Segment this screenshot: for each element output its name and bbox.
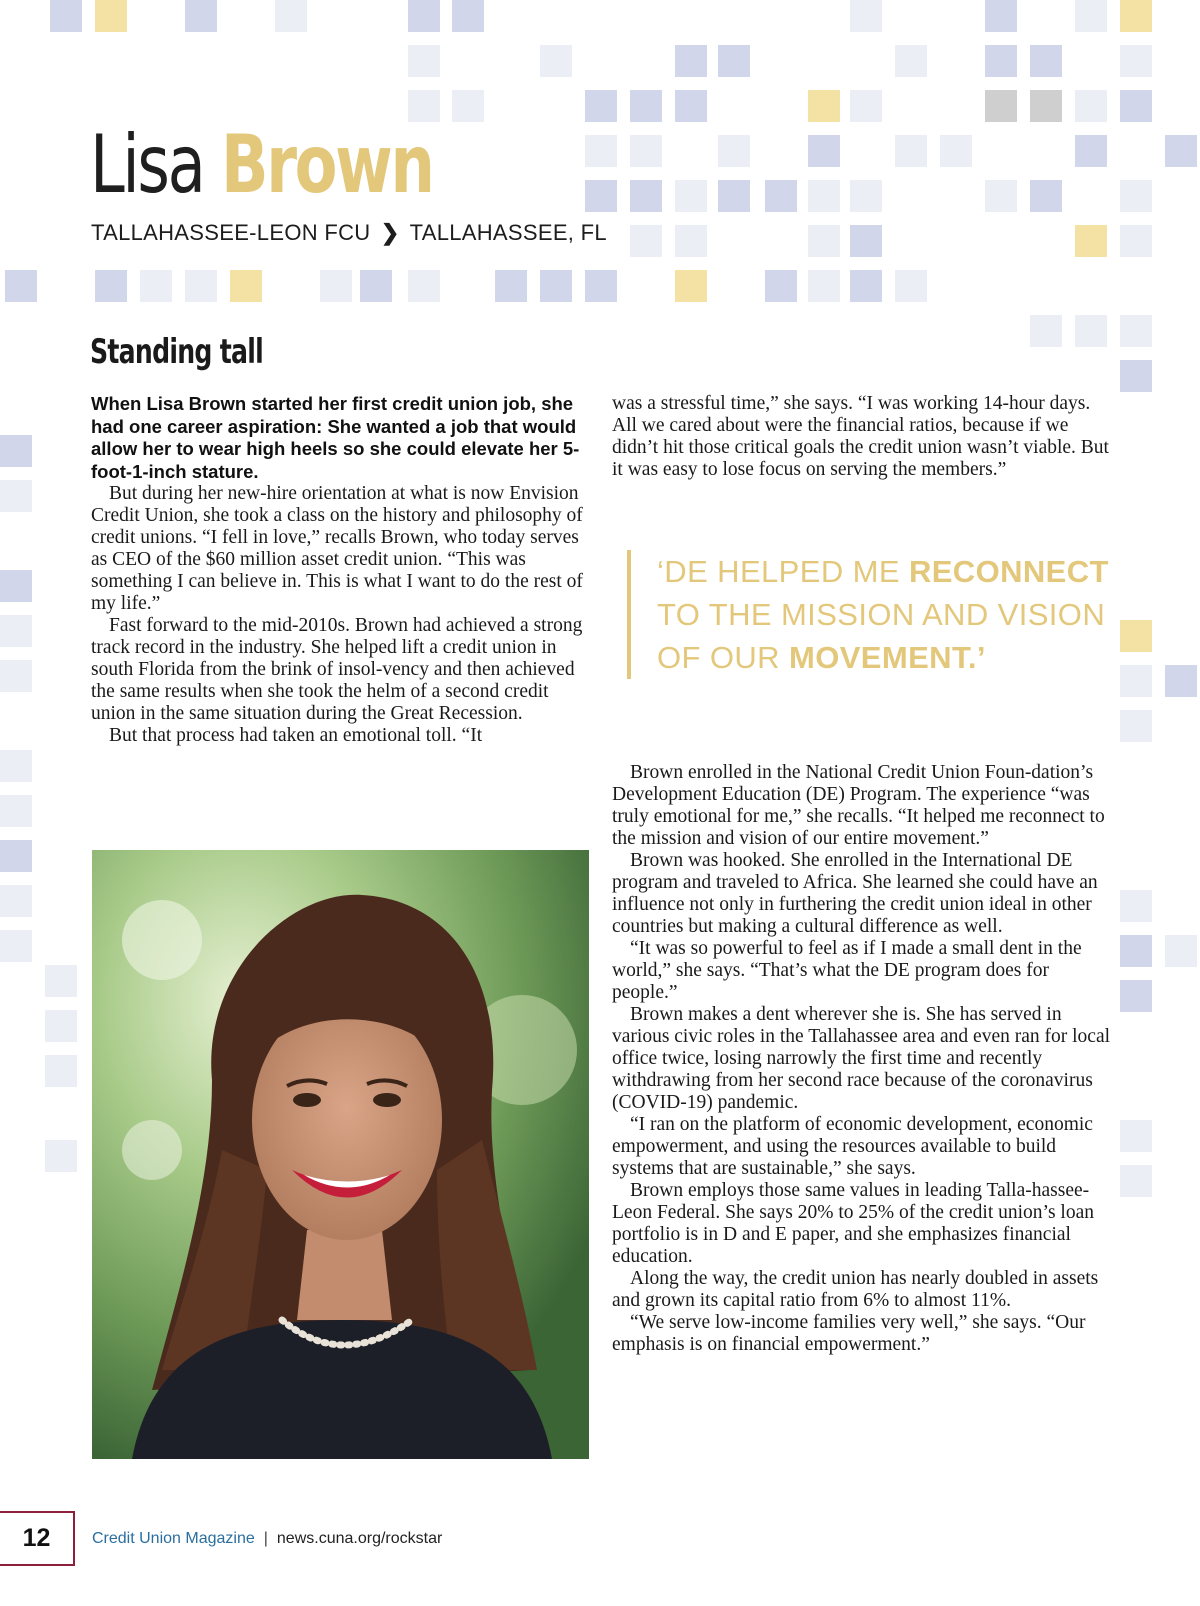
portrait-illustration [92, 850, 589, 1459]
pull-quote-text: ‘DE HELPED ME [657, 554, 909, 589]
article-lead: When Lisa Brown started her first credit union job, she had one career aspiration: She wanted a job that would allow her to wear high heels so she could elevate her 5-foot-1-inch stature. [91, 393, 580, 482]
article-paragraph: Brown makes a dent wherever she is. She has served in various civic roles in the Tallahassee area and even ran for local office twice, losing narrowly the first time and recently withdrawing from her second race because of the coronavirus (COVID-19) pandemic. [612, 1004, 1111, 1113]
article-paragraph: Brown was hooked. She enrolled in the International DE program and traveled to Africa. She learned she could have an influence not only in furthering the credit union ideal in other countries but making a cultural difference as well. [612, 850, 1098, 937]
article-paragraph: “We serve low-income families very well,” she says. “Our emphasis is on financial empowerment.” [612, 1312, 1086, 1355]
article-paragraph: “I ran on the platform of economic development, economic empowerment, and using the resources available to build systems that are sustainable,” she says. [612, 1114, 1093, 1179]
pull-quote [627, 550, 1137, 679]
organization-name: TALLAHASSEE-LEON FCU [91, 220, 371, 245]
first-name: Lisa [90, 118, 204, 211]
section-heading: Standing tall [90, 332, 263, 372]
article-paragraph: “It was so powerful to feel as if I made a small dent in the world,” she says. “That’s what the DE program does for people.” [612, 938, 1082, 1003]
page-number: 12 [0, 1511, 75, 1566]
pull-quote-emphasis: RECONNECT [908, 554, 1109, 589]
article-paragraph: Fast forward to the mid-2010s. Brown had achieved a strong track record in the industry. She helped lift a credit union in south Florida from the brink of insol-vency and then achieved the same results when she took the helm of a second credit union in the same situation during the Great Recession. [91, 615, 583, 724]
article-paragraph: But that process had taken an emotional toll. “It [109, 725, 483, 746]
article-paragraph: Along the way, the credit union has nearly doubled in assets and grown its capital ratio from 6% to almost 11%. [612, 1268, 1099, 1311]
profile-location [91, 220, 607, 246]
chevron-right-icon: ❯ [380, 220, 400, 245]
portrait-photo [92, 850, 589, 1459]
city-name: TALLAHASSEE, FL [409, 220, 607, 245]
pull-quote-emphasis: MOVEMENT.’ [788, 640, 986, 675]
article-column-right-top [612, 393, 1110, 481]
footer-url[interactable]: news.cuna.org/rockstar [276, 1530, 443, 1547]
article-continuation: was a stressful time,” she says. “I was working 14-hour days. All we cared about were the financial ratios, because if we didn’t hit those critical goals the credit union wasn’t viable. But it was easy to lose focus on serving the members.” [612, 393, 1109, 480]
magazine-name: Credit Union Magazine [92, 1530, 255, 1547]
footer-separator: | [263, 1530, 268, 1547]
article-column-left [91, 393, 586, 747]
article-paragraph: But during her new-hire orientation at what is now Envision Credit Union, she took a class on the history and philosophy of credit unions. “I fell in love,” recalls Brown, who today serves as CEO of the $60 million asset credit union. “This was something I can believe in. This is what I want to do the rest of my life.” [91, 483, 583, 614]
pull-quote-text: TO THE MISSION AND VISION OF OUR [657, 597, 1106, 675]
article-paragraph: Brown employs those same values in leading Talla-hassee-Leon Federal. She says 20% to 25% of the credit union’s loan portfolio is in D and E paper, and she emphasizes financial education. [612, 1180, 1094, 1267]
article-paragraph: Brown enrolled in the National Credit Union Foun-dation’s Development Education (DE) Program. The experience “was truly emotional for me,” she recalls. “It helped me reconnect to the mission and vision of our entire movement.” [612, 762, 1105, 849]
profile-name [90, 120, 433, 210]
article-column-right-bottom [612, 762, 1112, 1356]
last-name: Brown [220, 118, 433, 211]
footer [92, 1530, 442, 1548]
